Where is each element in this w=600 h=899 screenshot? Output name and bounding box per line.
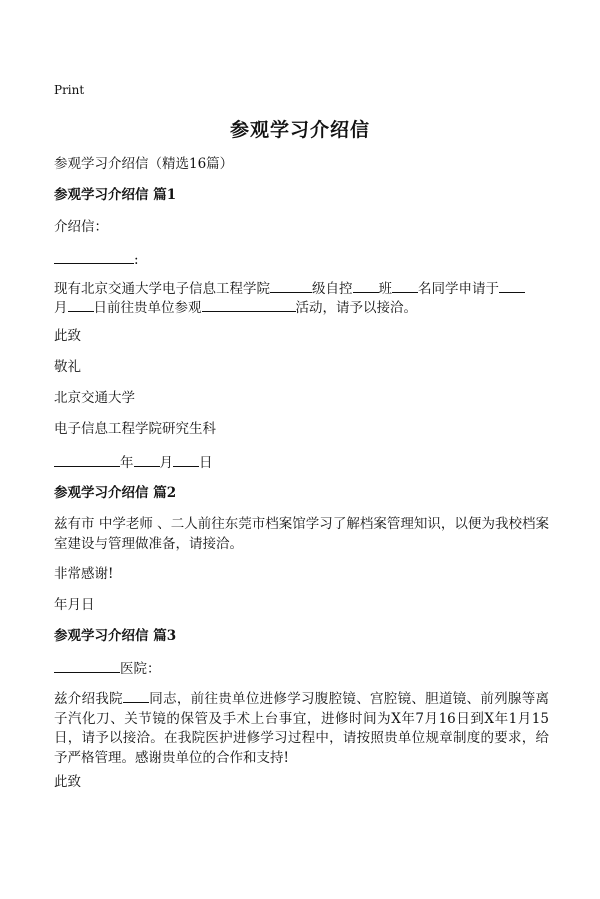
section-1-addressee-line bbox=[54, 249, 549, 271]
section-3-heading: 参观学习介绍信 篇3 bbox=[54, 628, 177, 644]
date-year-blank bbox=[54, 452, 120, 467]
section-2-heading: 参观学习介绍信 篇2 bbox=[54, 485, 177, 501]
addressee-blank bbox=[54, 249, 134, 264]
section-2-date: 年月日 bbox=[54, 597, 95, 613]
section-1-heading: 参观学习介绍信 篇1 bbox=[54, 187, 177, 203]
section-3-closing: 此致 bbox=[54, 774, 81, 790]
section-1-salutation: 介绍信： bbox=[54, 219, 108, 235]
date-day-label: 日 bbox=[199, 455, 213, 471]
activity-blank bbox=[202, 297, 296, 312]
document-subtitle: 参观学习介绍信（精选16篇） bbox=[54, 156, 234, 172]
section-1-body-line-2 bbox=[54, 297, 549, 319]
print-label: Print bbox=[54, 83, 85, 97]
date-day-blank bbox=[173, 452, 199, 467]
section-1-signature-school: 北京交通大学 bbox=[54, 390, 135, 406]
section-3-addressee-line bbox=[54, 658, 549, 680]
class-blank bbox=[353, 278, 379, 293]
body-text-1: 现有北京交通大学电子信息工程学院 bbox=[54, 281, 270, 297]
addressee-colon: : bbox=[134, 252, 139, 268]
section-3-body-intro: 兹介绍我院 bbox=[54, 691, 123, 707]
body-text-2: 级自控 bbox=[312, 281, 353, 297]
body-text-3: 班 bbox=[378, 281, 392, 297]
body-text-7: 活动，请予以接洽。 bbox=[295, 300, 417, 316]
body-text-4: 名同学申请于 bbox=[418, 281, 499, 297]
body-text-5: 月 bbox=[54, 300, 68, 316]
section-3-body bbox=[54, 688, 549, 768]
date-month-label: 月 bbox=[159, 455, 173, 471]
document-title: 参观学习介绍信 bbox=[229, 119, 370, 141]
section-1-date-line bbox=[54, 452, 549, 474]
section-2-body: 兹有市 中学老师 、二人前往东莞市档案馆学习了解档案管理知识，以便为我校档案室建设与管理做准备，请接洽。 bbox=[54, 516, 549, 552]
section-3-body-text: 同志，前往贵单位进修学习腹腔镜、宫腔镜、胆道镜、前列腺等离子汽化刀、关节镜的保管及手术上台事宜，进修时间为X年7月16日到X年1月15日，请予以接洽。在我院医护进修学习过程中，请按照贵单位规章制度的要求，给予严格管理。感谢贵单位的合作和支持! bbox=[54, 691, 550, 766]
date-year-label: 年 bbox=[120, 455, 134, 471]
body-text-6: 日前往贵单位参观 bbox=[93, 300, 202, 316]
comrade-blank bbox=[123, 688, 149, 703]
day-blank bbox=[68, 297, 94, 312]
grade-blank bbox=[270, 278, 312, 293]
date-month-blank bbox=[134, 452, 160, 467]
section-1-signature-department: 电子信息工程学院研究生科 bbox=[54, 421, 216, 437]
year-blank bbox=[499, 278, 525, 293]
section-1-regards: 敬礼 bbox=[54, 359, 81, 375]
section-2-thanks: 非常感谢! bbox=[54, 566, 114, 582]
section-1-closing: 此致 bbox=[54, 328, 81, 344]
count-blank bbox=[392, 278, 418, 293]
hospital-blank bbox=[54, 658, 120, 673]
hospital-label: 医院： bbox=[120, 661, 161, 677]
